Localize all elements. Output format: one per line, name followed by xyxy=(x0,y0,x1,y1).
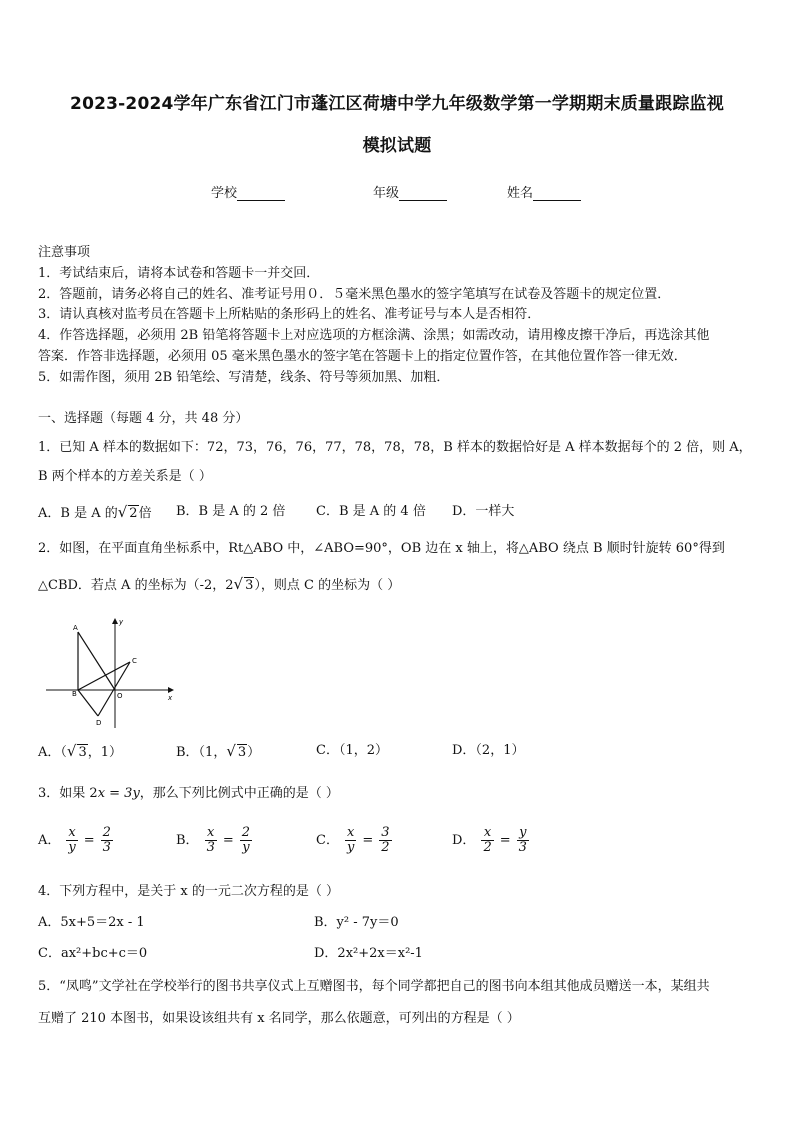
q2-coordinate-figure xyxy=(40,612,180,732)
fraction: $\frac{2}{3}$ xyxy=(102,825,111,855)
q2-option-a: A．（√ 3，1） xyxy=(38,742,123,760)
q1-option-a: A．B 是 A 的√ 2倍 xyxy=(38,503,152,521)
q2-option-d: D．（2，1） xyxy=(452,743,525,758)
q4-option-b: B．y² - 7y＝0 xyxy=(314,915,399,930)
q2-text-line1: 2．如图，在平面直角坐标系中，Rt△ABO 中，∠ABO=90°，OB 边在 x 轴上，将△ABO 绕点 B 顺时针旋转 60°得到 xyxy=(38,541,725,556)
label-y: y xyxy=(119,618,124,626)
name-blank xyxy=(533,187,581,201)
q4-option-d: D．2x²+2x＝x²-1 xyxy=(314,946,423,961)
label-c: C xyxy=(132,657,137,665)
page-title-line2: 模拟试题 xyxy=(362,136,432,156)
notice-item: 1．考试结束后，请将本试卷和答题卡一并交回． xyxy=(38,266,320,281)
q4-option-a: A．5x+5＝2x - 1 xyxy=(38,915,145,930)
q1-option-d: D．一样大 xyxy=(452,504,515,519)
q1-option-b: B．B 是 A 的 2 倍 xyxy=(176,504,286,519)
fraction: $\frac{x}{y}$ xyxy=(346,825,355,855)
notice-heading: 注意事项 xyxy=(38,245,91,260)
label-o: O xyxy=(117,692,123,700)
name-label: 姓名 xyxy=(507,186,534,201)
q1-text-line2: B 两个样本的方差关系是（ ） xyxy=(38,469,212,484)
segment-ao xyxy=(78,632,115,690)
q4-text: 4．下列方程中，是关于 x 的一元二次方程的是（ ） xyxy=(38,884,339,899)
q3-option-d: D． $\frac{x}{2}$ = $\frac{y}{3}$ xyxy=(452,825,527,855)
q1-option-c: C．B 是 A 的 4 倍 xyxy=(316,504,426,519)
fraction: $\frac{3}{2}$ xyxy=(381,825,390,855)
school-blank xyxy=(237,187,285,201)
y-axis-arrow xyxy=(112,618,118,624)
q2-text-line2: △CBD．若点 A 的坐标为（-2，2√ 3），则点 C 的坐标为（ ） xyxy=(38,575,401,593)
sqrt-radicand: 2 xyxy=(129,506,138,521)
notice-item: 3．请认真核对监考员在答题卡上所粘贴的条形码上的姓名、准考证号与本人是否相符． xyxy=(38,307,541,322)
grade-blank xyxy=(399,187,447,201)
school-label: 学校 xyxy=(211,186,238,201)
grade-label: 年级 xyxy=(373,186,400,201)
segment-bd xyxy=(78,690,98,716)
q1-text-line1: 1．已知 A 样本的数据如下：72，73，76，76，77，78，78，78，B 样本的数据恰好是 A 样本数据每个的 2 倍，则 A， xyxy=(38,440,752,455)
fraction: $\frac{y}{3}$ xyxy=(518,825,527,855)
q3-text: 3．如果 2x = 3y，那么下列比例式中正确的是（ ） xyxy=(38,786,339,801)
fraction: $\frac{x}{2}$ xyxy=(483,825,492,855)
label-x: x xyxy=(168,694,173,702)
label-b: B xyxy=(72,690,77,698)
q3-option-b: B． $\frac{x}{3}$ = $\frac{2}{y}$ xyxy=(176,825,251,855)
notice-item: 5．如需作图，须用 2B 铅笔绘、写清楚，线条、符号等须加黑、加粗． xyxy=(38,370,450,385)
q3-option-c: C． $\frac{x}{y}$ = $\frac{3}{2}$ xyxy=(316,825,390,855)
section-heading: 一、选择题（每题 4 分，共 48 分） xyxy=(38,411,249,426)
grade-field xyxy=(373,182,447,201)
q4-option-c: C．ax²+bc+c＝0 xyxy=(38,946,148,961)
fraction: $\frac{x}{3}$ xyxy=(206,825,215,855)
q5-text-line2: 互赠了 210 本图书，如果设该组共有 x 名同学，那么依题意，可列出的方程是（ ） xyxy=(38,1011,520,1026)
q2-option-c: C．（1，2） xyxy=(316,743,388,758)
q3-option-a: A． $\frac{x}{y}$ = $\frac{2}{3}$ xyxy=(38,825,111,855)
name-field xyxy=(507,182,581,201)
notice-item: 4．作答选择题，必须用 2B 铅笔将答题卡上对应选项的方框涂满、涂黑；如需改动，请用橡皮擦干净后，再选涂其他 xyxy=(38,328,710,343)
label-a: A xyxy=(73,624,78,632)
page-title-line1: 2023-2024学年广东省江门市蓬江区荷塘中学九年级数学第一学期期末质量跟踪监视 xyxy=(70,94,724,114)
x-axis-arrow xyxy=(168,687,174,693)
fraction: $\frac{x}{y}$ xyxy=(68,825,76,855)
q5-text-line1: 5．“凤鸣”文学社在学校举行的图书共享仪式上互赠图书，每个同学都把自己的图书向本组其他成员赠送一本，某组共 xyxy=(38,979,710,994)
notice-item: 答案．作答非选择题，必须用 05 毫米黑色墨水的签字笔在答题卡上的指定位置作答，在其他位置作答一律无效． xyxy=(38,349,687,364)
notice-item: 2．答题前，请务必将自己的姓名、准考证号用０．５毫米黑色墨水的签字笔填写在试卷及答题卡的规定位置． xyxy=(38,287,671,302)
label-d: D xyxy=(96,719,102,727)
fraction: $\frac{2}{y}$ xyxy=(241,825,251,855)
school-field xyxy=(211,182,285,201)
q2-option-b: B．（1，√ 3） xyxy=(176,742,261,760)
